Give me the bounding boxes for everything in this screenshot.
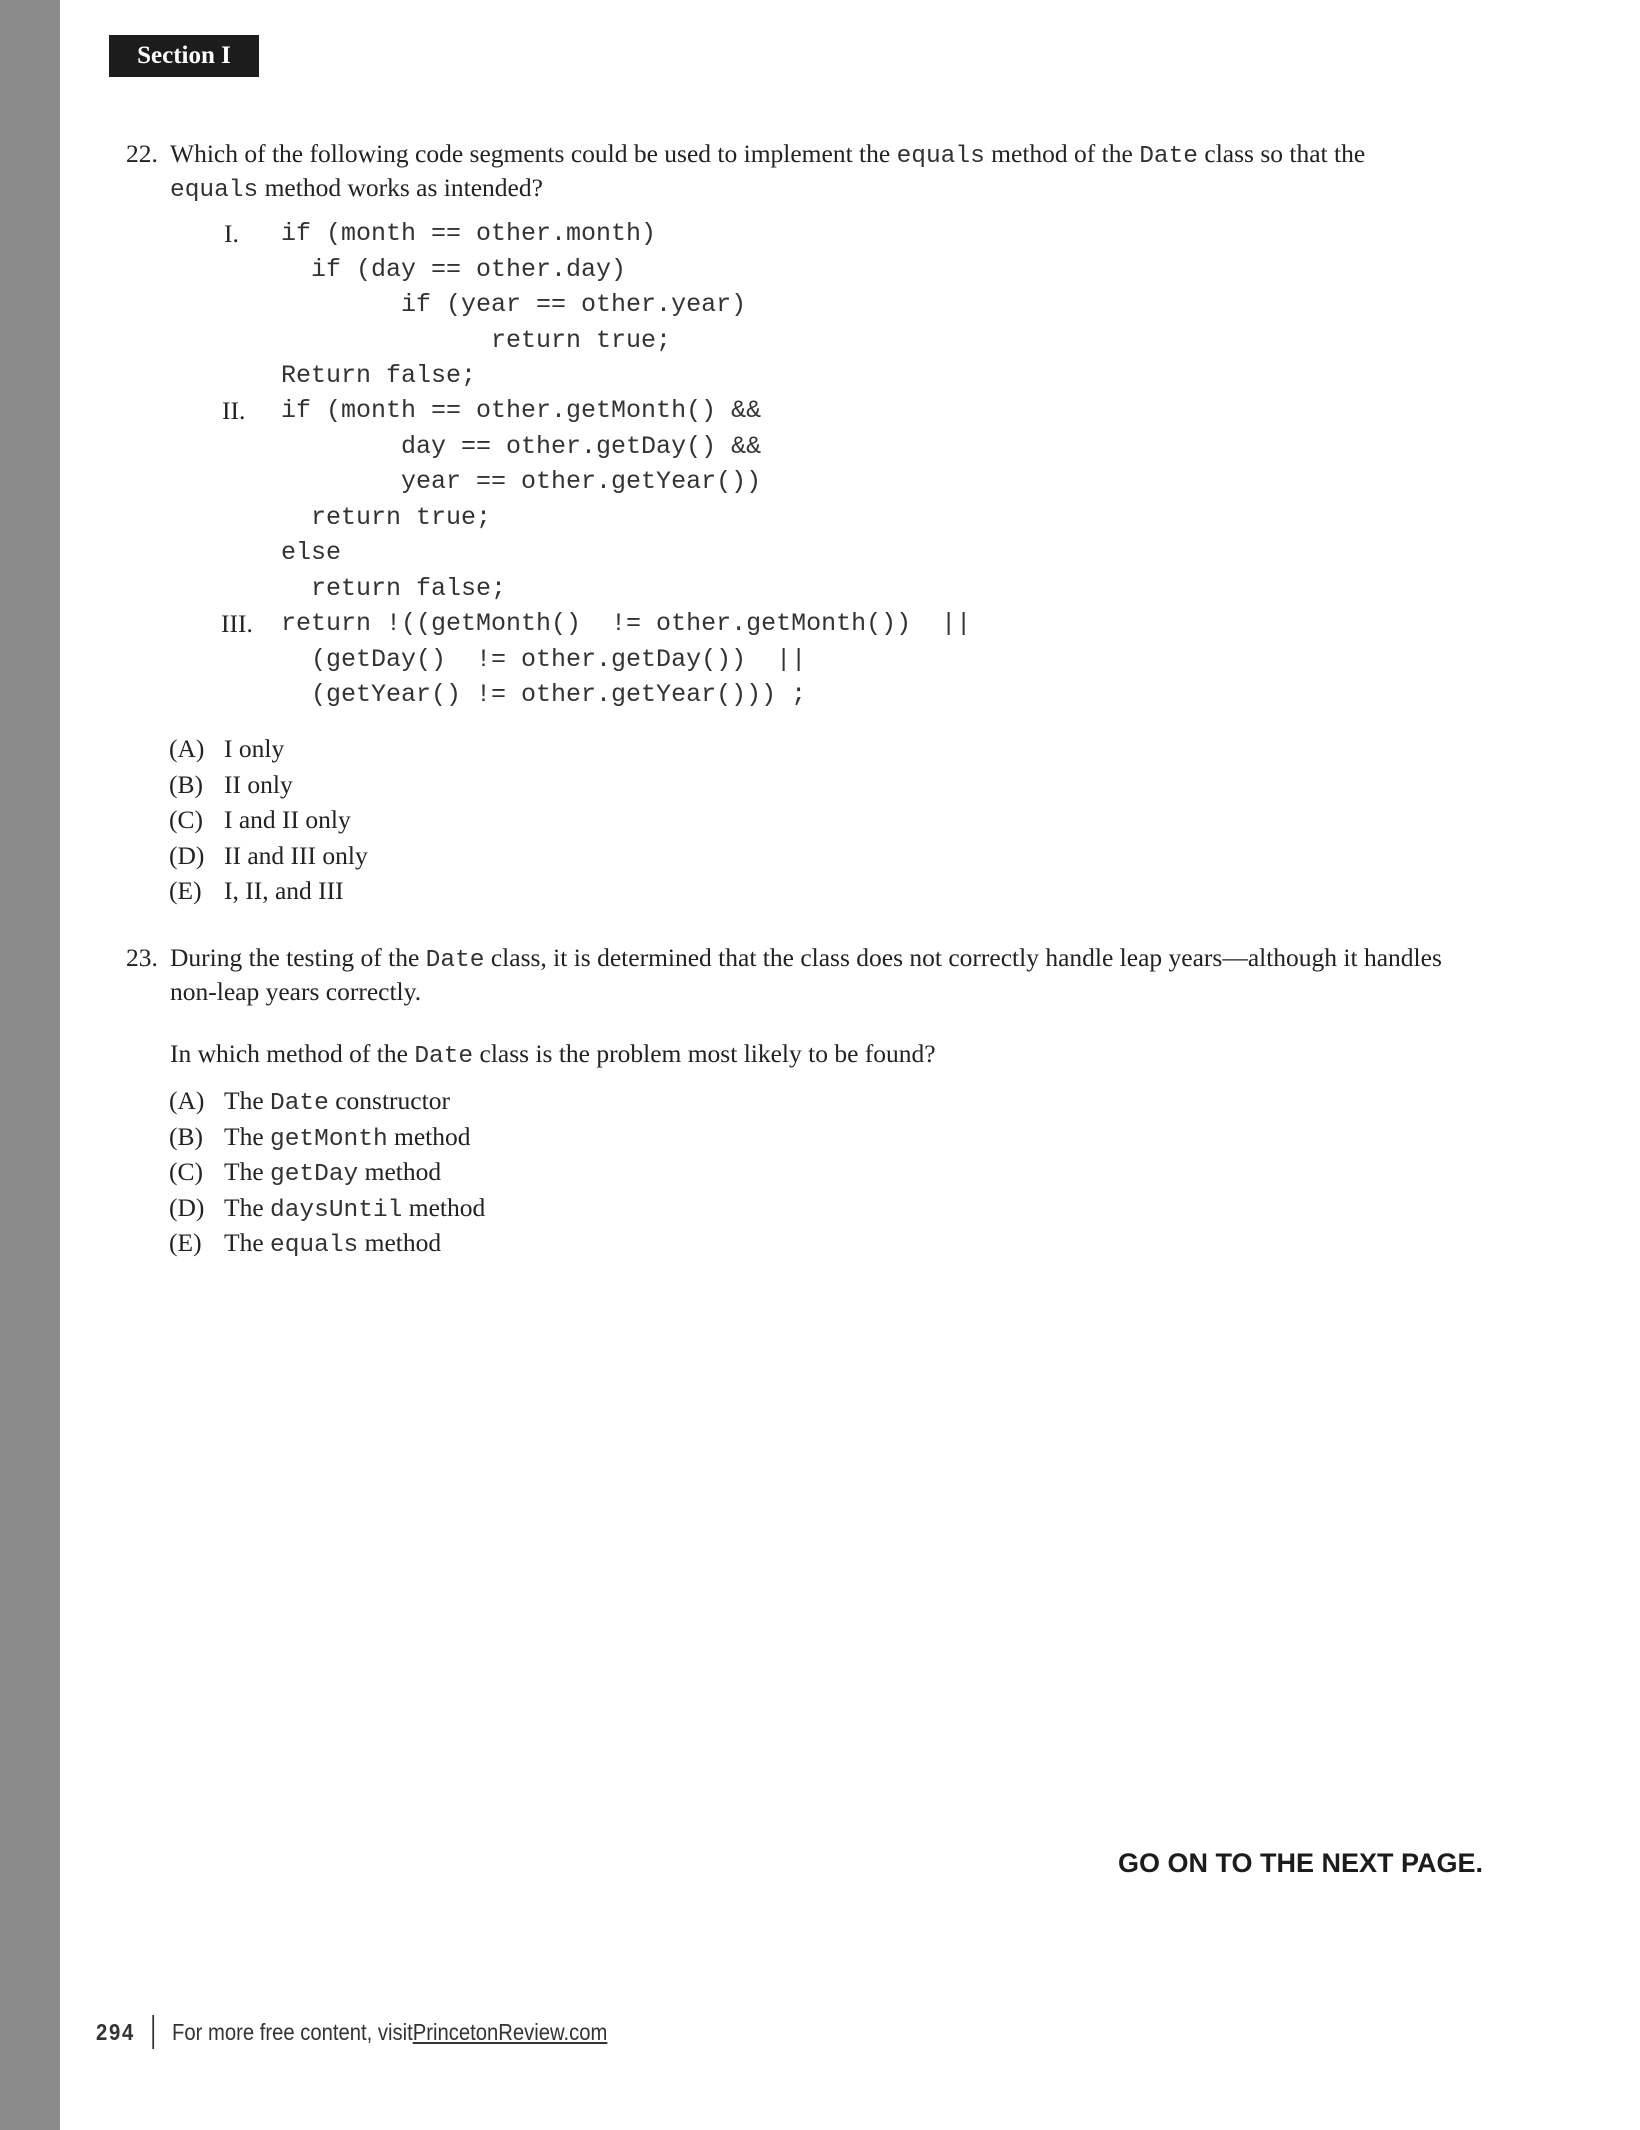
question-22-choices — [169, 731, 368, 909]
code-line: if (year == other.year) — [281, 290, 747, 319]
stem-text: Which of the following code segments could be used to implement the — [170, 139, 897, 168]
stem-code: equals — [896, 143, 985, 170]
choice-letter: (B) — [169, 1121, 203, 1151]
left-margin-bar — [0, 0, 60, 2130]
code-line: return true; — [281, 502, 492, 532]
choice-letter: (E) — [169, 876, 202, 905]
stem-text: class so that the — [1198, 139, 1366, 168]
choice-text: The — [224, 1228, 271, 1257]
code-line: (getYear() != other.getYear())) ; — [281, 680, 807, 709]
choice-code: daysUntil — [270, 1196, 403, 1224]
option-II-label: II. — [222, 396, 246, 425]
choice-text: The — [224, 1121, 271, 1151]
choice-letter: (D) — [169, 840, 205, 870]
go-on-next-page: GO ON TO THE NEXT PAGE. — [1117, 1848, 1483, 1878]
stem-text: method works as intended? — [258, 173, 543, 202]
question-23 — [126, 942, 1486, 1072]
choice-text: The — [224, 1192, 271, 1222]
stem-text: method of the — [984, 139, 1140, 168]
choice-letter: (E) — [169, 1228, 202, 1257]
question-23-prompt — [170, 1038, 1486, 1072]
stem-text: In which method of the — [170, 1039, 415, 1068]
choice-letter: (C) — [169, 1157, 203, 1186]
choice-text: I only — [224, 734, 285, 763]
code-line: if (month == other.month) — [281, 219, 657, 248]
answer-choice[interactable] — [169, 1190, 485, 1226]
footer-divider — [153, 2015, 155, 2049]
question-23-choices — [169, 1083, 485, 1261]
option-I-label: I. — [224, 219, 239, 248]
choice-code: getMonth — [270, 1125, 388, 1153]
choice-text: I, II, and III — [224, 876, 344, 905]
choice-text: The — [224, 1086, 271, 1115]
choice-text: II and III only — [224, 840, 368, 870]
page-number: 294 — [96, 2018, 136, 2045]
stem-text: class, it is determined that the class does not correctly handle leap years—although it handles non-leap years correctly. — [170, 943, 1442, 1006]
section-tab: Section I — [109, 35, 259, 77]
code-line: if (month == other.getMonth() && — [281, 396, 762, 425]
answer-choice[interactable] — [169, 838, 368, 874]
code-line: Return false; — [281, 361, 477, 390]
choice-letter: (B) — [169, 769, 203, 799]
code-line: year == other.getYear()) — [281, 467, 762, 496]
answer-choice[interactable] — [169, 1154, 485, 1190]
choice-text: I and II only — [224, 805, 351, 834]
choice-text: method — [358, 1157, 442, 1186]
choice-code: getDay — [270, 1161, 359, 1188]
option-III-label: III. — [221, 609, 253, 638]
stem-text: class is the problem most likely to be found? — [473, 1039, 936, 1068]
choice-text: The — [224, 1157, 271, 1186]
question-22-text — [170, 138, 1466, 206]
stem-code: Date — [1139, 143, 1198, 170]
stem-text: During the testing of the — [170, 943, 426, 972]
stem-code: Date — [425, 947, 485, 974]
question-23-stem — [126, 942, 1486, 1072]
choice-text: II only — [224, 769, 293, 799]
question-number: 22. — [126, 139, 158, 168]
answer-choice[interactable] — [169, 767, 368, 803]
stem-code: equals — [170, 177, 259, 204]
question-23-text — [170, 942, 1486, 1007]
answer-choice[interactable] — [169, 1083, 485, 1119]
answer-choice[interactable] — [169, 802, 368, 838]
choice-letter: (A) — [169, 1086, 205, 1115]
answer-choice[interactable] — [169, 1119, 485, 1155]
choice-letter: (D) — [169, 1192, 205, 1222]
question-22-stem — [126, 138, 1466, 206]
code-line: (getDay() != other.getDay()) || — [281, 644, 807, 674]
code-line: return !((getMonth() != other.getMonth()) || — [281, 609, 972, 638]
code-line: if (day == other.day) — [281, 254, 627, 284]
question-22 — [126, 138, 1466, 206]
code-line: day == other.getDay() && — [281, 431, 762, 461]
choice-letter: (A) — [169, 734, 205, 763]
choice-text: method — [387, 1121, 471, 1151]
code-line: else — [281, 538, 342, 567]
choice-text: method — [358, 1228, 442, 1257]
code-line: return true; — [281, 325, 672, 355]
stem-code: Date — [414, 1043, 474, 1070]
choice-text: constructor — [328, 1086, 450, 1115]
choice-code: equals — [270, 1232, 359, 1259]
choice-letter: (C) — [169, 805, 203, 834]
footer-link[interactable]: PrincetonReview.com — [412, 2018, 608, 2045]
choice-text: method — [402, 1192, 486, 1222]
choice-code: Date — [270, 1090, 329, 1117]
answer-choice[interactable] — [169, 873, 368, 909]
code-line: return false; — [281, 573, 507, 603]
answer-choice[interactable] — [169, 1225, 485, 1261]
question-number: 23. — [126, 943, 158, 972]
footer-text: For more free content, visit — [172, 2018, 413, 2045]
page-footer — [96, 2015, 607, 2049]
answer-choice[interactable] — [169, 731, 368, 767]
